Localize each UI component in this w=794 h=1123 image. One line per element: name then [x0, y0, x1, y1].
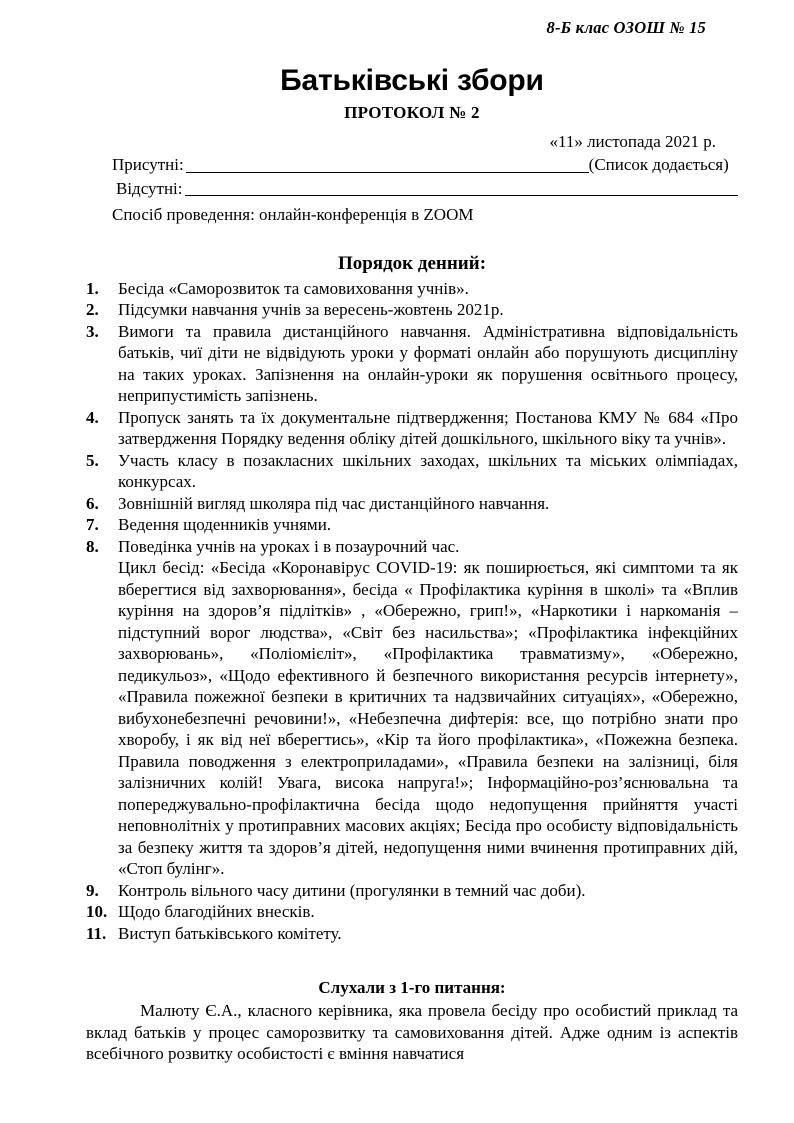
present-row	[86, 154, 738, 176]
item-text: Виступ батьківського комітету.	[118, 923, 342, 943]
page-title: Батьківські збори	[280, 64, 544, 97]
item-number: 6.	[86, 493, 99, 513]
item-text: Участь класу в позакласних шкільних заходах, шкільних та міських олімпіадах, конкурсах.	[118, 450, 738, 492]
absent-row	[86, 178, 738, 200]
item-text: Поведінка учнів на уроках і в позаурочний час.	[118, 536, 460, 556]
item-text: Ведення щоденників учнями.	[118, 515, 332, 535]
first-question-paragraph: Малюту Є.А., класного керівника, яка провела бесіду про особистий приклад та вклад батьків у процес саморозвитку та самовиховання дітей. Адже одним із аспектів всебічного розвитку особистості є вміння навчатися	[86, 1001, 738, 1064]
absent-label: Відсутні:	[116, 178, 183, 198]
item-text: Підсумки навчання учнів за вересень-жовтень 2021р.	[118, 300, 504, 320]
list-item	[86, 536, 738, 880]
list-item	[86, 321, 738, 407]
item-text: Зовнішній вигляд школяра під час дистанційного навчання.	[118, 493, 550, 513]
item-subparagraph: Цикл бесід: «Бесіда «Коронавірус COVID-19: як поширюється, які симптоми та як вберегтися від захворювання», бесіда « Профілактика куріння в школі» та «Вплив куріння на здоров’я підлітків» , «Обережно, грип!», «Наркотики і наркоманія – підступний ворог людства», «Світ без насильства»; «Профілактика інфекційних захворювань», «Поліомієліт», «Профілактика травматизму», «Обережно, педикульоз», «Щодо ефективного й безпечного використання ресурсів інтернету», «Правила пожежної безпеки в критичних та надзвичайних ситуаціях», «Обережно, вибухонебезпечні речовини!», «Небезпечна дифтерія: все, що потрібно знати про хворобу, і як від неї вберегтись», «Кір та його профілактика», «Пожежна безпека. Правила поводження з електроприладами», «Правила безпеки на залізниці, біля залізничних колій! Увага, висока напруга!»; Інформаційно-роз’яснювальна та попереджувально-профілактична бесіда щодо недопущення прийняття участі неповнолітніх у протиправних масових акціях; Бесіда про особисту відповідальність за безпеку життя та здоров’я дітей, недопущення ними вчинення протиправних дій, «Стоп булінг».	[118, 558, 738, 879]
first-question-heading: Слухали з 1-го питання:	[318, 978, 506, 998]
list-item	[86, 450, 738, 493]
item-number: 1.	[86, 278, 99, 298]
item-number: 7.	[86, 515, 99, 535]
item-number: 9.	[86, 880, 99, 900]
agenda-list	[86, 278, 738, 945]
item-number: 3.	[86, 321, 99, 341]
list-item	[86, 901, 738, 923]
item-text: Щодо благодійних внесків.	[118, 902, 315, 922]
meeting-date: «11» листопада 2021 р.	[549, 132, 716, 151]
item-number: 11.	[86, 923, 107, 943]
item-text: Контроль вільного часу дитини (прогулянки в темний час доби).	[118, 880, 586, 900]
meeting-method: Спосіб проведення: онлайн-конференція в ZOOM	[112, 205, 474, 225]
present-label: Присутні:	[112, 155, 184, 175]
item-text: Бесіда «Саморозвиток та самовиховання учнів».	[118, 278, 469, 298]
item-text: Вимоги та правила дистанційного навчання. Адміністративна відповідальність батьків, чиї діти не відвідують уроки у форматі онлайн або порушують дисципліну на таких уроках. Запізнення на онлайн-уроки як порушення освітнього процесу, неприпустимість запізнень.	[118, 321, 738, 406]
list-item	[86, 923, 738, 945]
protocol-subtitle: ПРОТОКОЛ № 2	[344, 103, 480, 122]
meta-block	[86, 131, 738, 227]
item-number: 4.	[86, 407, 99, 427]
list-item	[86, 299, 738, 321]
item-number: 2.	[86, 300, 99, 320]
list-item	[86, 514, 738, 536]
item-number: 10.	[86, 902, 108, 922]
item-number: 5.	[86, 450, 99, 470]
list-item	[86, 278, 738, 300]
class-header: 8-Б клас ОЗОШ № 15	[546, 18, 706, 37]
item-text: Пропуск занять та їх документальне підтвердження; Постанова КМУ № 684 «Про затвердження Порядку ведення обліку дітей дошкільного, шкільного віку та учнів».	[118, 407, 738, 449]
present-input[interactable]	[186, 172, 589, 173]
agenda-heading: Порядок денний:	[337, 252, 487, 274]
present-note: (Список додається)	[588, 155, 729, 175]
list-item	[86, 493, 738, 515]
list-item	[86, 880, 738, 902]
absent-input[interactable]	[185, 195, 738, 196]
list-item	[86, 407, 738, 450]
item-number: 8.	[86, 536, 99, 556]
